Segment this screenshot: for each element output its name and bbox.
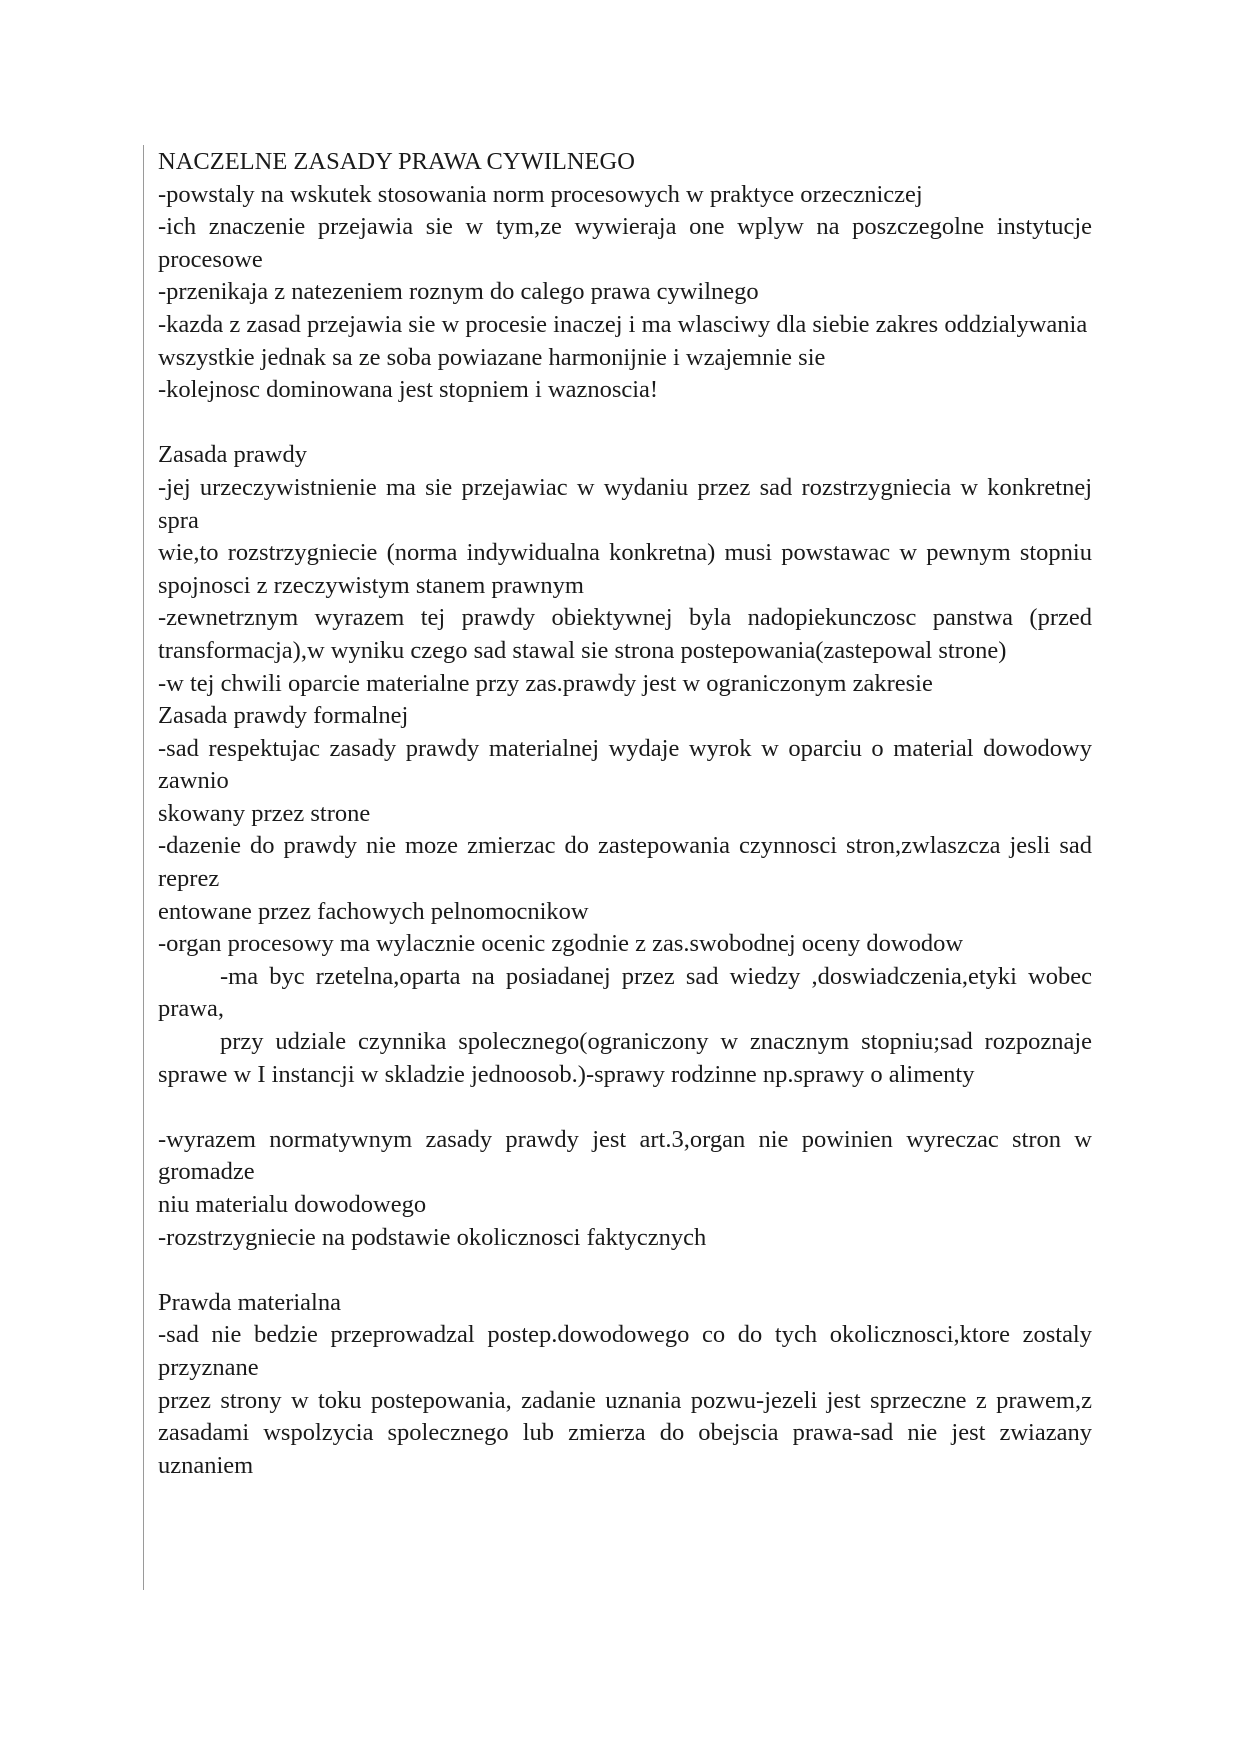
document-title: NACZELNE ZASADY PRAWA CYWILNEGO (158, 148, 635, 175)
intro-line: wszystkie jednak sa ze soba powiazane harmonijnie i wzajemnie sie (158, 343, 826, 371)
paragraph-line: -rozstrzygniecie na podstawie okolicznosci faktycznych (158, 1223, 707, 1251)
paragraph-line: -dazenie do prawdy nie moze zmierzac do zastepowania czynnosci stron,zwlaszcza jesli sad reprez (158, 832, 1092, 893)
paragraph-line: -zewnetrznym wyrazem tej prawdy obiektywnej byla nadopiekunczosc panstwa (przed transformacja),w wyniku czego sad stawal sie strona postepowania(zastepowal strone) (158, 604, 1092, 664)
paragraph-line: skowany przez strone (158, 799, 371, 827)
section-heading: Zasada prawdy (158, 441, 307, 469)
paragraph-line: przez strony w toku postepowania, zadanie uznania pozwu-jezeli jest sprzeczne z prawem,z zasadami wspolzycia spolecznego lub zmierza do obejscia prawa-sad nie jest zwiazany uznaniem (158, 1386, 1092, 1479)
intro-line: -powstaly na wskutek stosowania norm procesowych w praktyce orzeczniczej (158, 180, 923, 208)
indented-paragraph: przy udziale czynnika spolecznego(ograniczony w znacznym stopniu;sad rozpoznaje sprawe w I instancji w skladzie jednoosob.)-sprawy rodzinne np.sprawy o alimenty (158, 1028, 1092, 1088)
intro-line: -kazda z zasad przejawia sie w procesie inaczej i ma wlasciwy dla siebie zakres oddzialywania (158, 310, 1088, 338)
paragraph-line: -w tej chwili oparcie materialne przy zas.prawdy jest w ograniczonym zakresie (158, 669, 933, 697)
paragraph-line: -organ procesowy ma wylacznie ocenic zgodnie z zas.swobodnej oceny dowodow (158, 930, 964, 958)
document-body (158, 146, 1141, 1482)
blank-line (158, 407, 1092, 440)
section-heading: Prawda materialna (158, 1288, 341, 1316)
margin-rule (143, 145, 144, 1590)
intro-line: -kolejnosc dominowana jest stopniem i waznoscia! (158, 376, 659, 404)
intro-line: -przenikaja z natezeniem roznym do calego prawa cywilnego (158, 278, 759, 306)
paragraph-line: -sad respektujac zasady prawdy materialnej wydaje wyrok w oparciu o material dowodowy zawnio (158, 734, 1092, 795)
section-heading: Zasada prawdy formalnej (158, 702, 409, 730)
paragraph-line: -sad nie bedzie przeprowadzal postep.dowodowego co do tych okolicznosci,ktore zostaly przyznane (158, 1321, 1092, 1381)
paragraph-line: niu materialu dowodowego (158, 1191, 427, 1218)
paragraph-line: entowane przez fachowych pelnomocnikow (158, 897, 589, 925)
paragraph-line: wie,to rozstrzygniecie (norma indywidualna konkretna) musi powstawac w pewnym stopniu spojnosci z rzeczywistym stanem prawnym (158, 539, 1092, 599)
blank-line (158, 1091, 1092, 1124)
blank-line (158, 1254, 1092, 1287)
paragraph-line: -jej urzeczywistnienie ma sie przejawiac w wydaniu przez sad rozstrzygniecia w konkretnej spra (158, 473, 1092, 534)
intro-line: -ich znaczenie przejawia sie w tym,ze wywieraja one wplyw na poszczegolne instytucje procesowe (158, 213, 1092, 273)
paragraph-line: -wyrazem normatywnym zasady prawdy jest art.3,organ nie powinien wyreczac stron w gromadze (158, 1125, 1092, 1186)
indented-paragraph: -ma byc rzetelna,oparta na posiadanej przez sad wiedzy ,doswiadczenia,etyki wobec prawa, (158, 962, 1141, 1023)
